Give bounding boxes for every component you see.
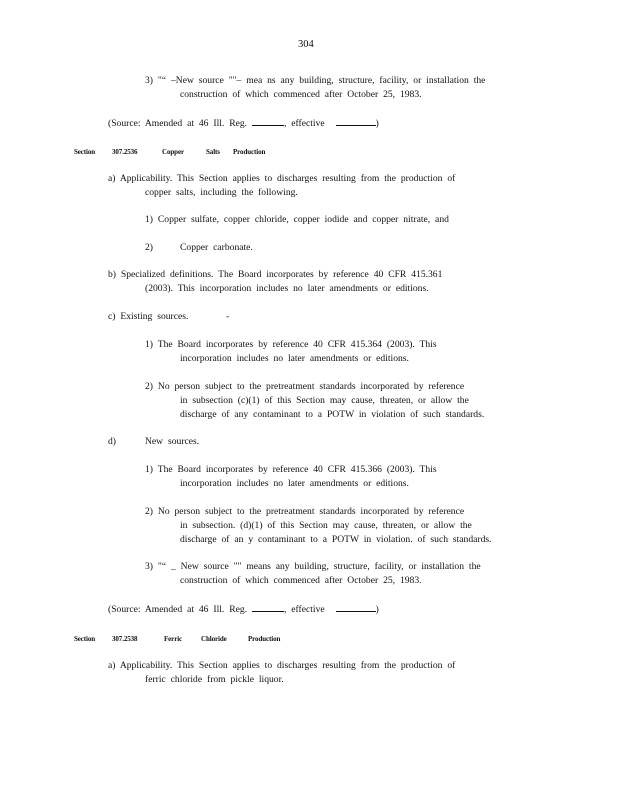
item-c-1-line-1: 1) The Board incorporates by reference 40 CFR 415.364 (2003). This: [145, 339, 437, 350]
source-note-effective: , effective: [283, 604, 325, 615]
item-d-1-line-1: 1) The Board incorporates by reference 40 CFR 415.366 (2003). This: [145, 464, 437, 475]
section-label: Section: [74, 148, 96, 156]
paragraph-new-source-line-1: 3) "“ –New source ""– mea ns any building, structure, facility, or installation the: [145, 75, 486, 86]
item-d-3-line-1: 3) "“ _ New source "" means any building, structure, facility, or installation the: [145, 561, 481, 572]
item-d-2-line-3: discharge of an y contaminant to a POTW in violation. of such standards.: [180, 534, 492, 545]
source-note-close: ): [375, 604, 379, 615]
source-note-effective: , effective: [283, 118, 325, 129]
subsection-a-line-1: a) Applicability. This Section applies to discharges resulting from the production of: [108, 173, 456, 184]
subsection-b-line-1: b) Specialized definitions. The Board incorporates by reference 40 CFR 415.361: [108, 269, 443, 280]
item-c-2-line-2: in subsection (c)(1) of this Section may cause, threaten, or allow the: [180, 395, 469, 406]
effective-blank: [336, 602, 376, 612]
subsection-c-heading: c) Existing sources.: [108, 311, 189, 322]
section-title-word-1: Ferric: [164, 635, 183, 643]
item-d-1-line-2: incorporation includes no later amendments or editions.: [180, 478, 409, 489]
subsection-a-line-1: a) Applicability. This Section applies to discharges resulting from the production of: [108, 660, 456, 671]
section-number: 307.2538: [112, 635, 138, 643]
subsection-d-heading: New sources.: [145, 436, 200, 447]
source-note-prefix: (Source: Amended at 46 Ill. Reg.: [108, 604, 248, 615]
section-number: 307.2536: [112, 148, 138, 156]
subsection-a-line-2: ferric chloride from pickle liquor.: [145, 674, 284, 685]
reg-blank: [252, 116, 284, 126]
item-a-2-text: Copper carbonate.: [180, 242, 253, 253]
subsection-a-line-2: copper salts, including the following.: [145, 187, 298, 198]
item-a-1: 1) Copper sulfate, copper chloride, copper iodide and copper nitrate, and: [145, 214, 449, 225]
subsection-b-line-2: (2003). This incorporation includes no later amendments or editions.: [145, 283, 429, 294]
section-title-word-3: Production: [233, 148, 266, 156]
source-note-close: ): [375, 118, 379, 129]
item-a-2-number: 2): [145, 242, 153, 253]
reg-blank: [252, 602, 284, 612]
item-d-2-line-2: in subsection. (d)(1) of this Section may cause, threaten, or allow the: [180, 520, 472, 531]
section-label: Section: [74, 635, 96, 643]
source-note: [108, 116, 379, 131]
effective-blank: [336, 116, 376, 126]
section-title-word-2: Salts: [206, 148, 220, 156]
item-d-3-line-2: construction of which commenced after October 25, 1983.: [180, 575, 422, 586]
section-title-word-2: Chloride: [201, 635, 227, 643]
stray-mark: -: [226, 311, 230, 322]
item-d-2-line-1: 2) No person subject to the pretreatment standards incorporated by reference: [145, 506, 465, 517]
item-c-1-line-2: incorporation includes no later amendments or editions.: [180, 353, 409, 364]
item-c-2-line-1: 2) No person subject to the pretreatment standards incorporated by reference: [145, 381, 465, 392]
source-note: [108, 602, 379, 617]
section-title-word-3: Production: [248, 635, 281, 643]
subsection-d-number: d): [108, 436, 116, 447]
paragraph-new-source-line-2: construction of which commenced after October 25, 1983.: [180, 89, 422, 100]
item-c-2-line-3: discharge of any contaminant to a POTW in violation of such standards.: [180, 409, 485, 420]
section-title-word-1: Copper: [162, 148, 184, 156]
source-note-prefix: (Source: Amended at 46 Ill. Reg.: [108, 118, 248, 129]
page-number: 304: [298, 39, 314, 50]
